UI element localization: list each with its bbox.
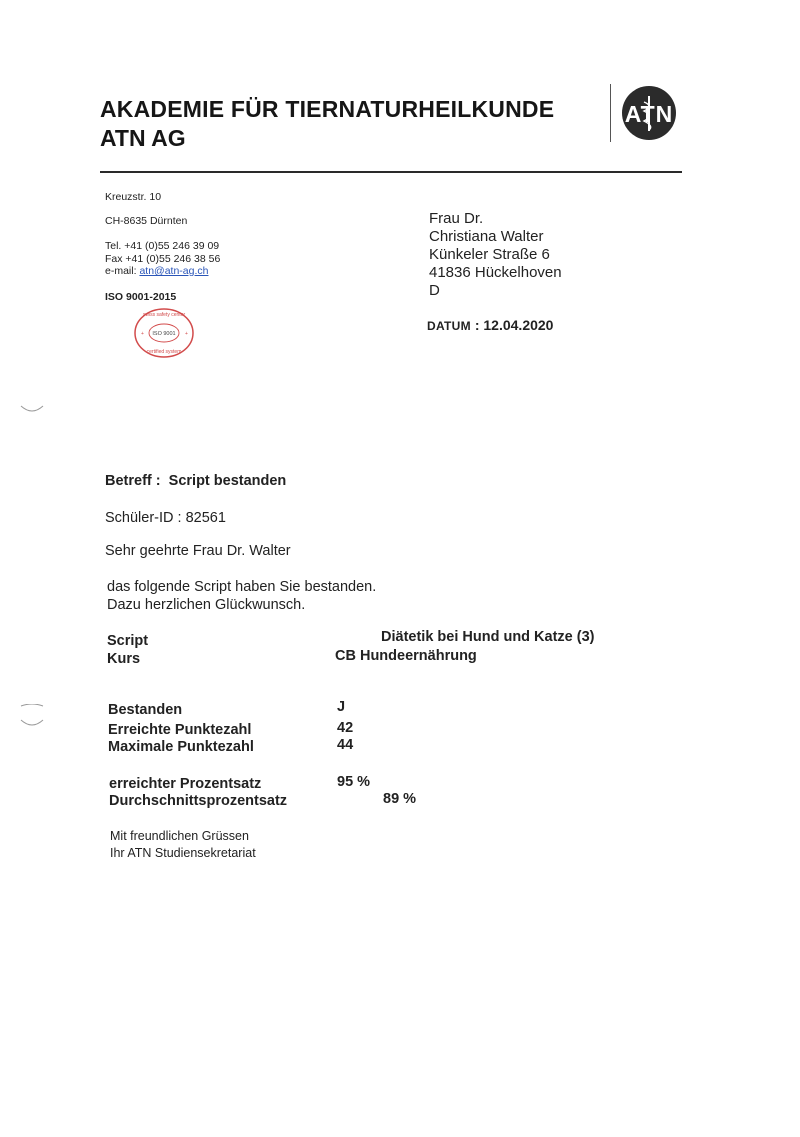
bestanden-label: Bestanden bbox=[108, 702, 183, 718]
kurs-value: CB Hundeernährung bbox=[335, 648, 477, 664]
recipient-line-4: 41836 Hückelhoven bbox=[429, 264, 562, 281]
subject-label: Betreff : bbox=[105, 473, 161, 489]
erreichte-punktezahl-label: Erreichte Punktezahl bbox=[108, 722, 252, 738]
kurs-label: Kurs bbox=[107, 651, 141, 667]
sender-email-line bbox=[105, 265, 208, 277]
sender-email-link[interactable]: atn@atn-ag.ch bbox=[139, 265, 209, 277]
recipient-line-5: D bbox=[429, 282, 440, 299]
swiss-safety-center-seal bbox=[132, 306, 196, 360]
svg-text:+: + bbox=[141, 331, 144, 337]
svg-text:ISO 9001: ISO 9001 bbox=[152, 331, 176, 337]
erreichter-prozentsatz-label: erreichter Prozentsatz bbox=[109, 776, 262, 792]
organization-short-name: ATN AG bbox=[100, 125, 186, 151]
svg-text:swiss safety center: swiss safety center bbox=[142, 312, 186, 318]
salutation: Sehr geehrte Frau Dr. Walter bbox=[105, 543, 291, 559]
recipient-line-3: Künkeler Straße 6 bbox=[429, 246, 550, 263]
sender-city: CH-8635 Dürnten bbox=[105, 215, 188, 227]
recipient-line-1: Frau Dr. bbox=[429, 210, 484, 227]
atn-caduceus-logo bbox=[620, 84, 678, 142]
logo-text: ATN bbox=[624, 101, 674, 127]
punch-hole-mark bbox=[20, 404, 44, 414]
sender-fax: Fax +41 (0)55 246 38 56 bbox=[105, 253, 221, 265]
punch-hole-mark bbox=[20, 718, 44, 728]
durchschnittsprozentsatz-value: 89 % bbox=[383, 791, 417, 807]
date-separator: : bbox=[470, 317, 484, 333]
sender-phone: Tel. +41 (0)55 246 39 09 bbox=[105, 240, 220, 252]
closing-line-2: Ihr ATN Studiensekretariat bbox=[110, 846, 256, 860]
organization-name: AKADEMIE FÜR TIERNATURHEILKUNDE bbox=[100, 96, 555, 122]
header-divider bbox=[610, 84, 611, 142]
recipient-line-2: Christiana Walter bbox=[429, 228, 544, 245]
script-value: Diätetik bei Hund und Katze (3) bbox=[381, 629, 595, 645]
maximale-punktezahl-value: 44 bbox=[337, 737, 354, 753]
iso-certification: ISO 9001-2015 bbox=[105, 291, 177, 303]
subject-text: Script bestanden bbox=[168, 473, 287, 489]
date-label: DATUM bbox=[427, 319, 471, 333]
letter-date bbox=[427, 317, 553, 333]
erreichter-prozentsatz-value: 95 % bbox=[337, 774, 371, 790]
student-id: Schüler-ID : 82561 bbox=[105, 510, 226, 526]
svg-text:certified system: certified system bbox=[146, 349, 182, 355]
sender-email-label: e-mail: bbox=[105, 265, 140, 277]
closing-line-1: Mit freundlichen Grüssen bbox=[110, 829, 249, 843]
svg-text:+: + bbox=[185, 331, 188, 337]
punch-hole-mark bbox=[20, 704, 44, 714]
bestanden-value: J bbox=[337, 699, 346, 715]
sender-street: Kreuzstr. 10 bbox=[105, 191, 162, 203]
body-line-2: Dazu herzlichen Glückwunsch. bbox=[107, 597, 306, 613]
script-label: Script bbox=[107, 633, 149, 649]
erreichte-punktezahl-value: 42 bbox=[337, 720, 354, 736]
header-rule bbox=[100, 171, 682, 173]
body-line-1: das folgende Script haben Sie bestanden. bbox=[107, 579, 377, 595]
durchschnittsprozentsatz-label: Durchschnittsprozentsatz bbox=[109, 793, 288, 809]
maximale-punktezahl-label: Maximale Punktezahl bbox=[108, 739, 254, 755]
subject-line bbox=[105, 473, 286, 489]
date-value: 12.04.2020 bbox=[483, 317, 554, 333]
